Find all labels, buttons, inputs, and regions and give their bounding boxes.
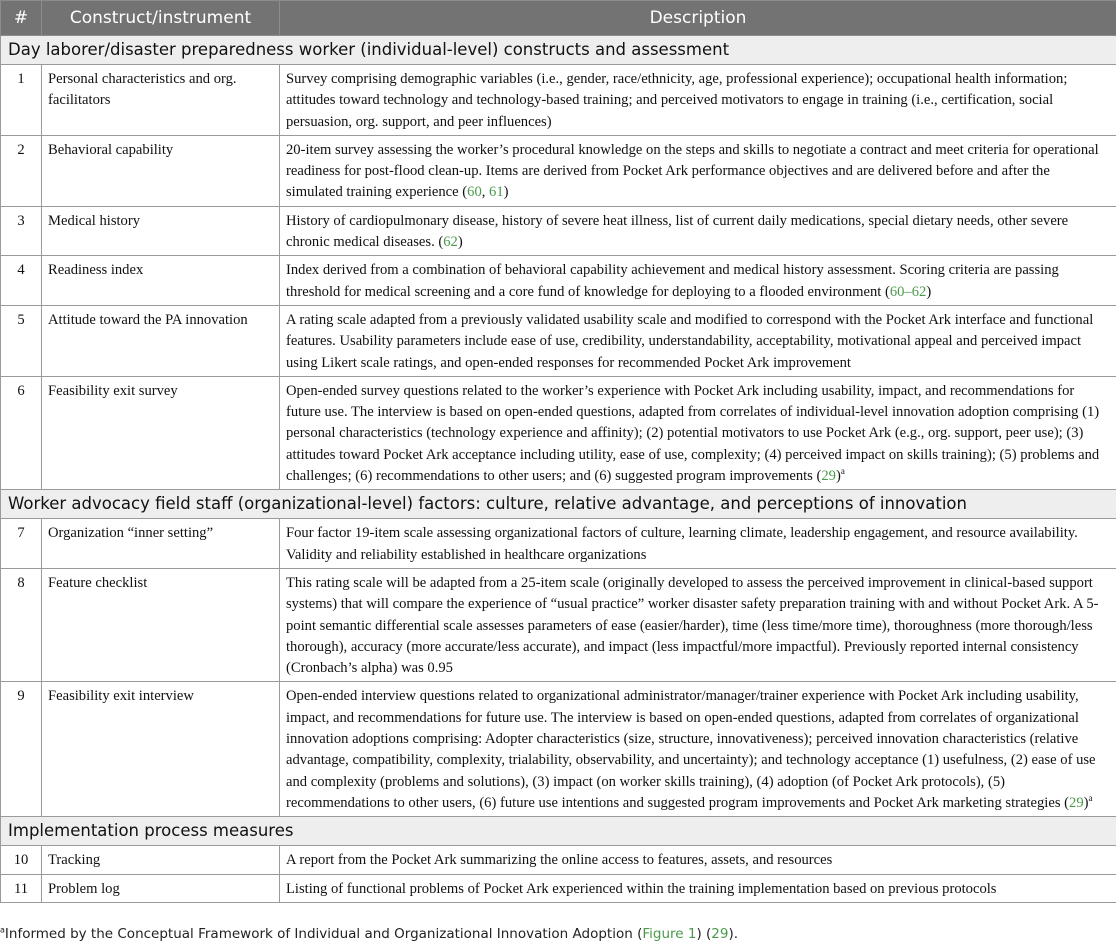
row-num: 4 — [1, 256, 42, 306]
row-construct: Behavioral capability — [42, 135, 280, 206]
ref-close: ) — [457, 234, 463, 251]
table-row — [1, 135, 1116, 206]
ref-close: ) — [926, 283, 932, 300]
row-num: 9 — [1, 682, 42, 817]
ref-link[interactable]: 29 — [1069, 794, 1084, 811]
header-row — [1, 1, 1116, 36]
row-description: This rating scale will be adapted from a 25-item scale (originally developed to assess the perceived improvement in clinical-based support systems) that will compare the experience of “usual practice” worker disaster safety preparation training with and without Pocket Ark. A 5-point semantic differential scale assesses parameters of ease (easier/harder), time (less time/more time), thoroughness (more thorough/less thorough), accuracy (more accurate/less accurate), and impact (less impactful/more impactful). Previously reported internal consistency (Cronbach’s alpha) was 0.95 — [280, 568, 1116, 681]
row-num: 5 — [1, 305, 42, 376]
row-construct: Problem log — [42, 874, 280, 902]
row-construct: Feature checklist — [42, 568, 280, 681]
section-title: Day laborer/disaster preparedness worker (individual-level) constructs and assessment — [1, 36, 1116, 65]
row-description: A report from the Pocket Ark summarizing the online access to features, assets, and resources — [280, 846, 1116, 874]
footnote-marker: a — [0, 925, 5, 935]
row-description-text: History of cardiopulmonary disease, history of severe heat illness, list of current daily medications, special dietary needs, other severe chronic medical diseases. ( — [286, 212, 1069, 251]
footnote-text: Informed by the Conceptual Framework of Individual and Organizational Innovation Adoption ( — [4, 926, 643, 942]
row-num: 8 — [1, 568, 42, 681]
ref-close: ) — [1083, 794, 1089, 811]
row-construct: Feasibility exit interview — [42, 682, 280, 817]
ref-link[interactable]: 61 — [489, 184, 504, 201]
row-construct: Medical history — [42, 206, 280, 256]
row-description — [280, 206, 1116, 256]
row-description: Four factor 19-item scale assessing organizational factors of culture, learning climate, leadership engagement, and resource availability. Validity and reliability established in healthcare organizations — [280, 519, 1116, 569]
section-title: Worker advocacy field staff (organizational-level) factors: culture, relative advantage, and perceptions of innovation — [1, 490, 1116, 519]
row-construct: Attitude toward the PA innovation — [42, 305, 280, 376]
ref-link[interactable]: 29 — [711, 926, 729, 942]
table-row — [1, 206, 1116, 256]
ref-close: ) — [835, 468, 841, 485]
figure-link[interactable]: Figure 1 — [642, 926, 697, 942]
row-description — [280, 135, 1116, 206]
row-num: 1 — [1, 65, 42, 136]
ref-close: ) — [503, 184, 509, 201]
row-description — [280, 376, 1116, 489]
row-num: 3 — [1, 206, 42, 256]
section-row — [1, 817, 1116, 846]
footnote-mid: ) ( — [696, 926, 712, 942]
ref-link[interactable]: 29 — [821, 468, 836, 485]
row-num: 11 — [1, 874, 42, 902]
ref-link[interactable]: 60 — [467, 184, 482, 201]
table-row — [1, 519, 1116, 569]
row-construct: Tracking — [42, 846, 280, 874]
header-construct: Construct/instrument — [42, 1, 280, 36]
section-row — [1, 490, 1116, 519]
row-num: 6 — [1, 376, 42, 489]
row-description: A rating scale adapted from a previously validated usability scale and modified to correspond with the Pocket Ark interface and functional features. Usability parameters include ease of use, credibility, understandability, acceptability, motivational appeal and perceived impact using Likert scale ratings, and open-ended responses for recommended Pocket Ark improvement — [280, 305, 1116, 376]
section-row — [1, 36, 1116, 65]
header-description: Description — [280, 1, 1116, 36]
table-row — [1, 874, 1116, 902]
ref-link[interactable]: 60–62 — [889, 283, 927, 300]
section-title: Implementation process measures — [1, 817, 1116, 846]
ref-separator: , — [481, 184, 490, 201]
row-description — [280, 682, 1116, 817]
row-num: 7 — [1, 519, 42, 569]
row-description: Listing of functional problems of Pocket Ark experienced within the training implementation based on previous protocols — [280, 874, 1116, 902]
footnote-marker: a — [840, 466, 845, 477]
row-construct: Readiness index — [42, 256, 280, 306]
row-construct: Feasibility exit survey — [42, 376, 280, 489]
row-description-text: Open-ended interview questions related to organizational administrator/manager/trainer experience with Pocket Ark including usability, impact, and recommendations for future use. The interview is based on open-ended questions, adapted from correlates of organizational innovation adoptions comprising: Adopter characteristics (size, structure, innovativeness); perceived innovation characteristics (relative advantage, compatibility, complexity, trialability, observability, and uncertainty); and technology acceptance (1) usefulness, (2) ease of use and complexity (problems and solutions), (3) impact (on worker skills training), (4) adoption (of Pocket Ark protocols), (5) recommendations to other users, (6) future use intentions and suggested program improvements and Pocket Ark marketing strategies ( — [286, 688, 1096, 811]
table-footnote — [0, 926, 1116, 942]
table-row — [1, 568, 1116, 681]
row-construct: Organization “inner setting” — [42, 519, 280, 569]
row-construct: Personal characteristics and org. facilitators — [42, 65, 280, 136]
row-num: 10 — [1, 846, 42, 874]
footnote-marker: a — [1088, 793, 1093, 804]
row-description-text: Index derived from a combination of behavioral capability achievement and medical history assessment. Scoring criteria are passing threshold for medical screening and a core fund of knowledge for deploying to a flooded environment ( — [286, 262, 1059, 300]
footnote-end: ). — [728, 926, 739, 942]
table-row — [1, 376, 1116, 489]
table-row — [1, 846, 1116, 874]
row-description-text: 20-item survey assessing the worker’s procedural knowledge on the steps and skills to negotiate a contract and meet criteria for operational readiness for post-flood clean-up. Items are derived from Pocket Ark performance objectives and are delivered before and after the simulated training experience ( — [286, 141, 1099, 201]
row-description — [280, 256, 1116, 306]
row-description: Survey comprising demographic variables (i.e., gender, race/ethnicity, age, professional experience); occupational health information; attitudes toward technology and technology-based training; and perceived motivators to engage in training (i.e., certification, social persuasion, org. support, and peer influences) — [280, 65, 1116, 136]
row-num: 2 — [1, 135, 42, 206]
table-row — [1, 305, 1116, 376]
row-description-text: Open-ended survey questions related to the worker’s experience with Pocket Ark including usability, impact, and recommendations for future use. The interview is based on open-ended questions, adapted from correlates of individual-level innovation adoption comprising (1) personal characteristics (technology experience and affinity); (2) potential motivators to use Pocket Ark (e.g., org. support, peer use); (3) attitudes toward Pocket Ark acceptance including utility, ease of use, complexity; (4) perceived impact on skills training); (5) problems and challenges; (6) recommendations to other users; and (6) suggested program improvements ( — [286, 382, 1100, 485]
table-row — [1, 682, 1116, 817]
ref-link[interactable]: 62 — [443, 234, 458, 251]
table-row — [1, 65, 1116, 136]
table-row — [1, 256, 1116, 306]
header-num: # — [1, 1, 42, 36]
